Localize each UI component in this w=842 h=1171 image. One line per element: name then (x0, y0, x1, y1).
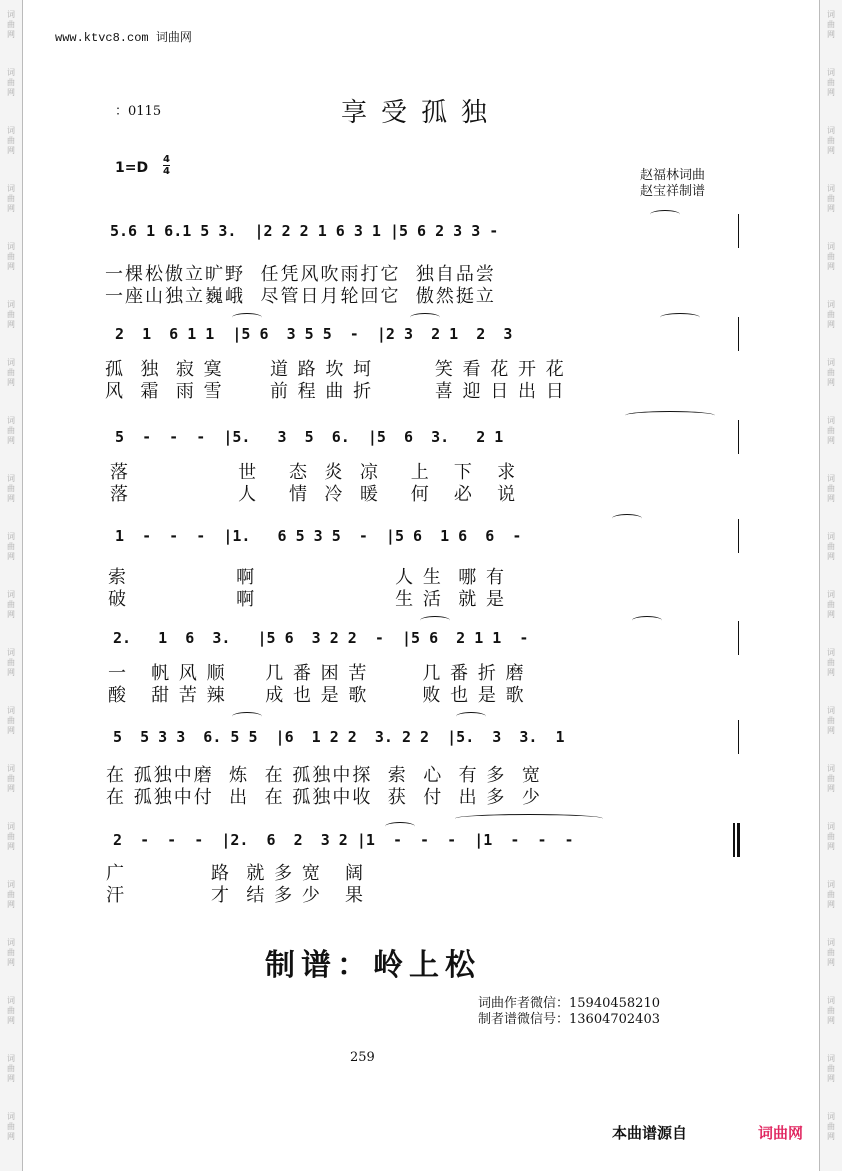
notation-line: 1 - - - |1. 6 5 3 5 - |5 6 1 6 6 - (115, 527, 522, 545)
watermark-glyph: 词 曲 网 (7, 184, 15, 213)
song-title: 享受孤独 (340, 98, 501, 128)
watermark-glyph: 词 曲 网 (7, 1112, 15, 1141)
lyric-verse-1: 一 帆 风 顺 几 番 困 苦 几 番 折 磨 (108, 663, 526, 684)
watermark-glyph: 词 曲 网 (827, 300, 835, 329)
watermark-glyph: 词 曲 网 (827, 358, 835, 387)
watermark-glyph: 词 曲 网 (827, 1054, 835, 1083)
watermark-glyph: 词 曲 网 (7, 126, 15, 155)
lyric-verse-1: 一棵松傲立旷野 任凭风吹雨打它 独自品尝 (105, 264, 496, 285)
source-label: 本曲谱源自 (612, 1124, 688, 1142)
lyric-verse-1: 在 孤独中磨 炼 在 孤独中探 索 心 有 多 宽 (106, 765, 542, 786)
barline (738, 519, 739, 553)
watermark-glyph: 词 曲 网 (827, 10, 835, 39)
watermark-glyph: 词 曲 网 (827, 242, 835, 271)
maker-contact: 制者谱微信号：13604702403 (478, 1012, 660, 1027)
watermark-glyph: 词 曲 网 (7, 68, 15, 97)
lyric-verse-2: 酸 甜 苦 辣 成 也 是 歌 败 也 是 歌 (108, 685, 526, 706)
watermark-glyph: 词 曲 网 (7, 358, 15, 387)
watermark-glyph: 词 曲 网 (827, 822, 835, 851)
watermark-glyph: 词 曲 网 (7, 242, 15, 271)
watermark-glyph: 词 曲 网 (827, 474, 835, 503)
time-signature-top: 4 (163, 154, 170, 165)
watermark-glyph: 词 曲 网 (7, 764, 15, 793)
slur (420, 616, 450, 625)
watermark-glyph: 词 曲 网 (827, 1112, 835, 1141)
watermark-glyph: 词 曲 网 (827, 590, 835, 619)
lyric-verse-1: 广 路 就 多 宽 阔 (106, 863, 365, 884)
watermark-glyph: 词 曲 网 (827, 184, 835, 213)
watermark-glyph: 词 曲 网 (7, 590, 15, 619)
barline (738, 317, 739, 351)
score-maker-signature: 制谱：岭上松 (265, 948, 481, 983)
slur (456, 712, 486, 721)
time-signature (163, 154, 170, 177)
watermark-glyph: 词 曲 网 (7, 474, 15, 503)
watermark-glyph: 词 曲 网 (827, 880, 835, 909)
slur (232, 313, 262, 322)
watermark-glyph: 词 曲 网 (827, 996, 835, 1025)
barline (738, 720, 739, 754)
slur (612, 514, 642, 523)
slur (385, 822, 415, 831)
watermark-glyph: 词 曲 网 (7, 416, 15, 445)
credit-lyric: 赵福林词曲 (640, 168, 706, 183)
final-barline (733, 823, 735, 857)
lyric-verse-2: 破 啊 生 活 就 是 (108, 589, 506, 610)
slur (455, 814, 603, 823)
page-number: 259 (350, 1050, 375, 1065)
watermark-glyph: 词 曲 网 (7, 706, 15, 735)
watermark-glyph: 词 曲 网 (7, 996, 15, 1025)
watermark-glyph: 词 曲 网 (827, 532, 835, 561)
watermark-glyph: 词 曲 网 (7, 822, 15, 851)
watermark-glyph: 词 曲 网 (7, 10, 15, 39)
slur (410, 313, 440, 322)
watermark-glyph: 词 曲 网 (7, 880, 15, 909)
slur (625, 411, 715, 420)
source-brand-link[interactable]: 词曲网 (758, 1124, 804, 1142)
notation-line: 5 5 3 3 6. 5 5 |6 1 2 2 3. 2 2 |5. 3 3. 1 (113, 728, 565, 746)
barline (738, 420, 739, 454)
notation-line: 2 1 6 1 1 |5 6 3 5 5 - |2 3 2 1 2 3 (115, 325, 513, 343)
slur (650, 210, 680, 219)
lyric-verse-2: 一座山独立巍峨 尽管日月轮回它 傲然挺立 (105, 286, 496, 307)
author-contact: 词曲作者微信：15940458210 (478, 996, 660, 1011)
barline (738, 621, 739, 655)
score-number: ：0115 (115, 104, 162, 119)
notation-line: 2 - - - |2. 6 2 3 2 |1 - - - |1 - - - (113, 831, 574, 849)
watermark-glyph: 词 曲 网 (827, 416, 835, 445)
lyric-verse-2: 风 霜 雨 雪 前 程 曲 折 喜 迎 日 出 日 (105, 381, 566, 402)
lyric-verse-1: 索 啊 人 生 哪 有 (108, 567, 506, 588)
watermark-glyph: 词 曲 网 (7, 1054, 15, 1083)
watermark-glyph: 词 曲 网 (7, 300, 15, 329)
watermark-glyph: 词 曲 网 (827, 126, 835, 155)
notation-line: 5.6 1 6.1 5 3. |2 2 2 1 6 3 1 |5 6 2 3 3 - (110, 222, 499, 240)
watermark-glyph: 词 曲 网 (827, 68, 835, 97)
watermark-glyph: 词 曲 网 (827, 764, 835, 793)
site-url[interactable]: www.ktvc8.com 词曲网 (55, 31, 192, 45)
lyric-verse-2: 落 人 情 冷 暖 何 必 说 (110, 484, 518, 505)
lyric-verse-1: 孤 独 寂 寞 道 路 坎 坷 笑 看 花 开 花 (105, 359, 566, 380)
notation-line: 5 - - - |5. 3 5 6. |5 6 3. 2 1 (115, 428, 504, 446)
watermark-glyph: 词 曲 网 (7, 532, 15, 561)
credit-score: 赵宝祥制谱 (640, 184, 706, 199)
key-signature: 1=D (115, 160, 149, 176)
slur (232, 712, 262, 721)
notation-line: 2. 1 6 3. |5 6 3 2 2 - |5 6 2 1 1 - (113, 629, 529, 647)
slur (632, 616, 662, 625)
watermark-glyph: 词 曲 网 (827, 648, 835, 677)
lyric-verse-1: 落 世 态 炎 凉 上 下 求 (110, 462, 518, 483)
watermark-glyph: 词 曲 网 (7, 648, 15, 677)
watermark-glyph: 词 曲 网 (7, 938, 15, 967)
watermark-glyph: 词 曲 网 (827, 706, 835, 735)
lyric-verse-2: 在 孤独中付 出 在 孤独中收 获 付 出 多 少 (106, 787, 542, 808)
watermark-glyph: 词 曲 网 (827, 938, 835, 967)
barline (738, 214, 739, 248)
final-barline (737, 823, 740, 857)
lyric-verse-2: 汗 才 结 多 少 果 (106, 885, 365, 906)
slur (660, 313, 700, 322)
time-signature-bottom: 4 (163, 166, 170, 177)
